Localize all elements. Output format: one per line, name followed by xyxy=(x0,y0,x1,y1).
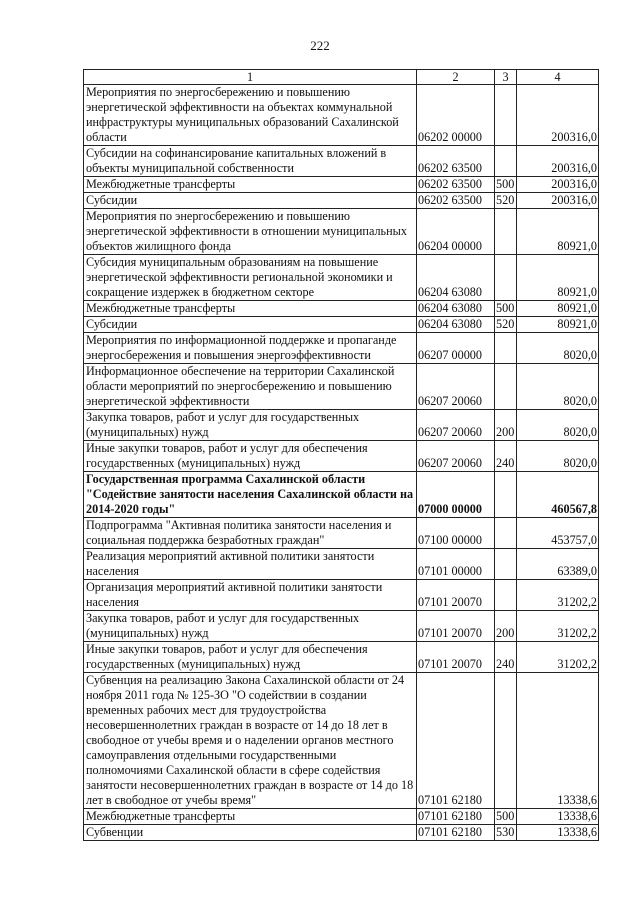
row-name-cell: Организация мероприятий активной политики занятости населения xyxy=(84,580,417,611)
row-code-cell: 07101 20070 xyxy=(417,642,495,673)
table-row xyxy=(84,301,599,317)
row-name-cell: Субвенции xyxy=(84,825,417,841)
header-col-amount: 4 xyxy=(517,70,599,85)
row-type-cell xyxy=(495,549,517,580)
row-code-cell: 06202 63500 xyxy=(417,177,495,193)
row-type-cell xyxy=(495,255,517,301)
table-row xyxy=(84,673,599,809)
row-amount-cell: 80921,0 xyxy=(517,209,599,255)
row-amount-cell: 200316,0 xyxy=(517,193,599,209)
row-name-cell: Мероприятия по энергосбережению и повышению энергетической эффективности на объектах коммунальной инфраструктуры муниципальных образований Сахалинской области xyxy=(84,85,417,146)
row-type-cell: 500 xyxy=(495,177,517,193)
row-code-cell: 06202 63500 xyxy=(417,146,495,177)
row-type-cell: 520 xyxy=(495,193,517,209)
row-name-cell: Иные закупки товаров, работ и услуг для обеспечения государственных (муниципальных) нужд xyxy=(84,441,417,472)
row-code-cell: 07101 00000 xyxy=(417,549,495,580)
row-code-cell: 07101 62180 xyxy=(417,809,495,825)
row-code-cell: 07101 62180 xyxy=(417,825,495,841)
row-amount-cell: 31202,2 xyxy=(517,611,599,642)
table-row xyxy=(84,642,599,673)
table-row xyxy=(84,441,599,472)
row-name-cell: Подпрограмма "Активная политика занятости населения и социальная поддержка безработных граждан" xyxy=(84,518,417,549)
row-amount-cell: 80921,0 xyxy=(517,255,599,301)
row-amount-cell: 8020,0 xyxy=(517,333,599,364)
row-name-cell: Субсидии xyxy=(84,317,417,333)
table-row xyxy=(84,809,599,825)
row-name-cell: Мероприятия по энергосбережению и повышению энергетической эффективности в отношении муниципальных объектов жилищного фонда xyxy=(84,209,417,255)
budget-table xyxy=(83,69,599,841)
row-type-cell: 240 xyxy=(495,441,517,472)
row-name-cell: Закупка товаров, работ и услуг для государственных (муниципальных) нужд xyxy=(84,611,417,642)
row-code-cell: 06207 20060 xyxy=(417,441,495,472)
row-name-cell: Межбюджетные трансферты xyxy=(84,177,417,193)
table-row xyxy=(84,611,599,642)
row-code-cell: 06207 00000 xyxy=(417,333,495,364)
row-code-cell: 06204 63080 xyxy=(417,255,495,301)
row-name-cell: Закупка товаров, работ и услуг для государственных (муниципальных) нужд xyxy=(84,410,417,441)
row-name-cell: Информационное обеспечение на территории Сахалинской области мероприятий по энергосбережению и повышению энергетической эффективности xyxy=(84,364,417,410)
row-name-cell: Субсидии xyxy=(84,193,417,209)
table-row xyxy=(84,580,599,611)
row-type-cell xyxy=(495,518,517,549)
row-name-cell: Иные закупки товаров, работ и услуг для обеспечения государственных (муниципальных) нужд xyxy=(84,642,417,673)
table-header-row xyxy=(84,70,599,85)
row-type-cell: 520 xyxy=(495,317,517,333)
table-row xyxy=(84,177,599,193)
table-row xyxy=(84,549,599,580)
header-col-code: 2 xyxy=(417,70,495,85)
row-type-cell: 240 xyxy=(495,642,517,673)
row-type-cell: 500 xyxy=(495,809,517,825)
row-name-cell: Субсидия муниципальным образованиям на повышение энергетической эффективности региональной экономики и сокращение издержек в бюджетном секторе xyxy=(84,255,417,301)
row-code-cell: 06207 20060 xyxy=(417,410,495,441)
row-code-cell: 06204 00000 xyxy=(417,209,495,255)
row-code-cell: 07101 20070 xyxy=(417,611,495,642)
row-code-cell: 06207 20060 xyxy=(417,364,495,410)
row-name-cell: Государственная программа Сахалинской области "Содействие занятости населения Сахалинской области на 2014-2020 годы" xyxy=(84,472,417,518)
row-code-cell: 07101 62180 xyxy=(417,673,495,809)
row-type-cell xyxy=(495,85,517,146)
row-code-cell: 06202 00000 xyxy=(417,85,495,146)
row-amount-cell: 453757,0 xyxy=(517,518,599,549)
row-amount-cell: 13338,6 xyxy=(517,809,599,825)
row-type-cell: 200 xyxy=(495,611,517,642)
row-amount-cell: 200316,0 xyxy=(517,85,599,146)
row-amount-cell: 80921,0 xyxy=(517,317,599,333)
row-name-cell: Межбюджетные трансферты xyxy=(84,809,417,825)
row-type-cell: 530 xyxy=(495,825,517,841)
row-type-cell xyxy=(495,209,517,255)
row-type-cell xyxy=(495,333,517,364)
table-row xyxy=(84,518,599,549)
row-code-cell: 07101 20070 xyxy=(417,580,495,611)
row-code-cell: 07100 00000 xyxy=(417,518,495,549)
row-name-cell: Мероприятия по информационной поддержке и пропаганде энергосбережения и повышения энергоэффективности xyxy=(84,333,417,364)
row-amount-cell: 8020,0 xyxy=(517,364,599,410)
header-col-type: 3 xyxy=(495,70,517,85)
table-row xyxy=(84,472,599,518)
row-type-cell xyxy=(495,673,517,809)
page-number: 222 xyxy=(310,38,330,53)
table-row xyxy=(84,333,599,364)
table-row xyxy=(84,209,599,255)
row-type-cell xyxy=(495,146,517,177)
row-type-cell xyxy=(495,472,517,518)
row-amount-cell: 31202,2 xyxy=(517,642,599,673)
table-row xyxy=(84,825,599,841)
table-row xyxy=(84,85,599,146)
row-type-cell xyxy=(495,580,517,611)
row-amount-cell: 63389,0 xyxy=(517,549,599,580)
table-row xyxy=(84,146,599,177)
row-code-cell: 07000 00000 xyxy=(417,472,495,518)
row-name-cell: Реализация мероприятий активной политики занятости населения xyxy=(84,549,417,580)
header-col-name: 1 xyxy=(84,70,417,85)
row-amount-cell: 80921,0 xyxy=(517,301,599,317)
row-amount-cell: 460567,8 xyxy=(517,472,599,518)
row-name-cell: Субсидии на софинансирование капитальных вложений в объекты муниципальной собственности xyxy=(84,146,417,177)
row-amount-cell: 31202,2 xyxy=(517,580,599,611)
table-row xyxy=(84,193,599,209)
table-row xyxy=(84,255,599,301)
row-code-cell: 06202 63500 xyxy=(417,193,495,209)
row-name-cell: Субвенция на реализацию Закона Сахалинской области от 24 ноября 2011 года № 125-ЗО "О содействии в создании временных рабочих мест для трудоустройства несовершеннолетних граждан в возрасте от 14 до 18 лет в свободное от учебы время и о наделении органов местного самоуправления отдельными государственными полномочиями Сахалинской области в сфере содействия занятости несовершеннолетних граждан в возрасте от 14 до 18 лет в свободное от учебы время" xyxy=(84,673,417,809)
table-row xyxy=(84,410,599,441)
row-amount-cell: 200316,0 xyxy=(517,146,599,177)
row-name-cell: Межбюджетные трансферты xyxy=(84,301,417,317)
row-amount-cell: 13338,6 xyxy=(517,673,599,809)
row-amount-cell: 8020,0 xyxy=(517,441,599,472)
row-amount-cell: 8020,0 xyxy=(517,410,599,441)
row-amount-cell: 200316,0 xyxy=(517,177,599,193)
table-row xyxy=(84,364,599,410)
row-type-cell: 500 xyxy=(495,301,517,317)
row-type-cell xyxy=(495,364,517,410)
row-type-cell: 200 xyxy=(495,410,517,441)
row-code-cell: 06204 63080 xyxy=(417,301,495,317)
table-row xyxy=(84,317,599,333)
row-amount-cell: 13338,6 xyxy=(517,825,599,841)
row-code-cell: 06204 63080 xyxy=(417,317,495,333)
